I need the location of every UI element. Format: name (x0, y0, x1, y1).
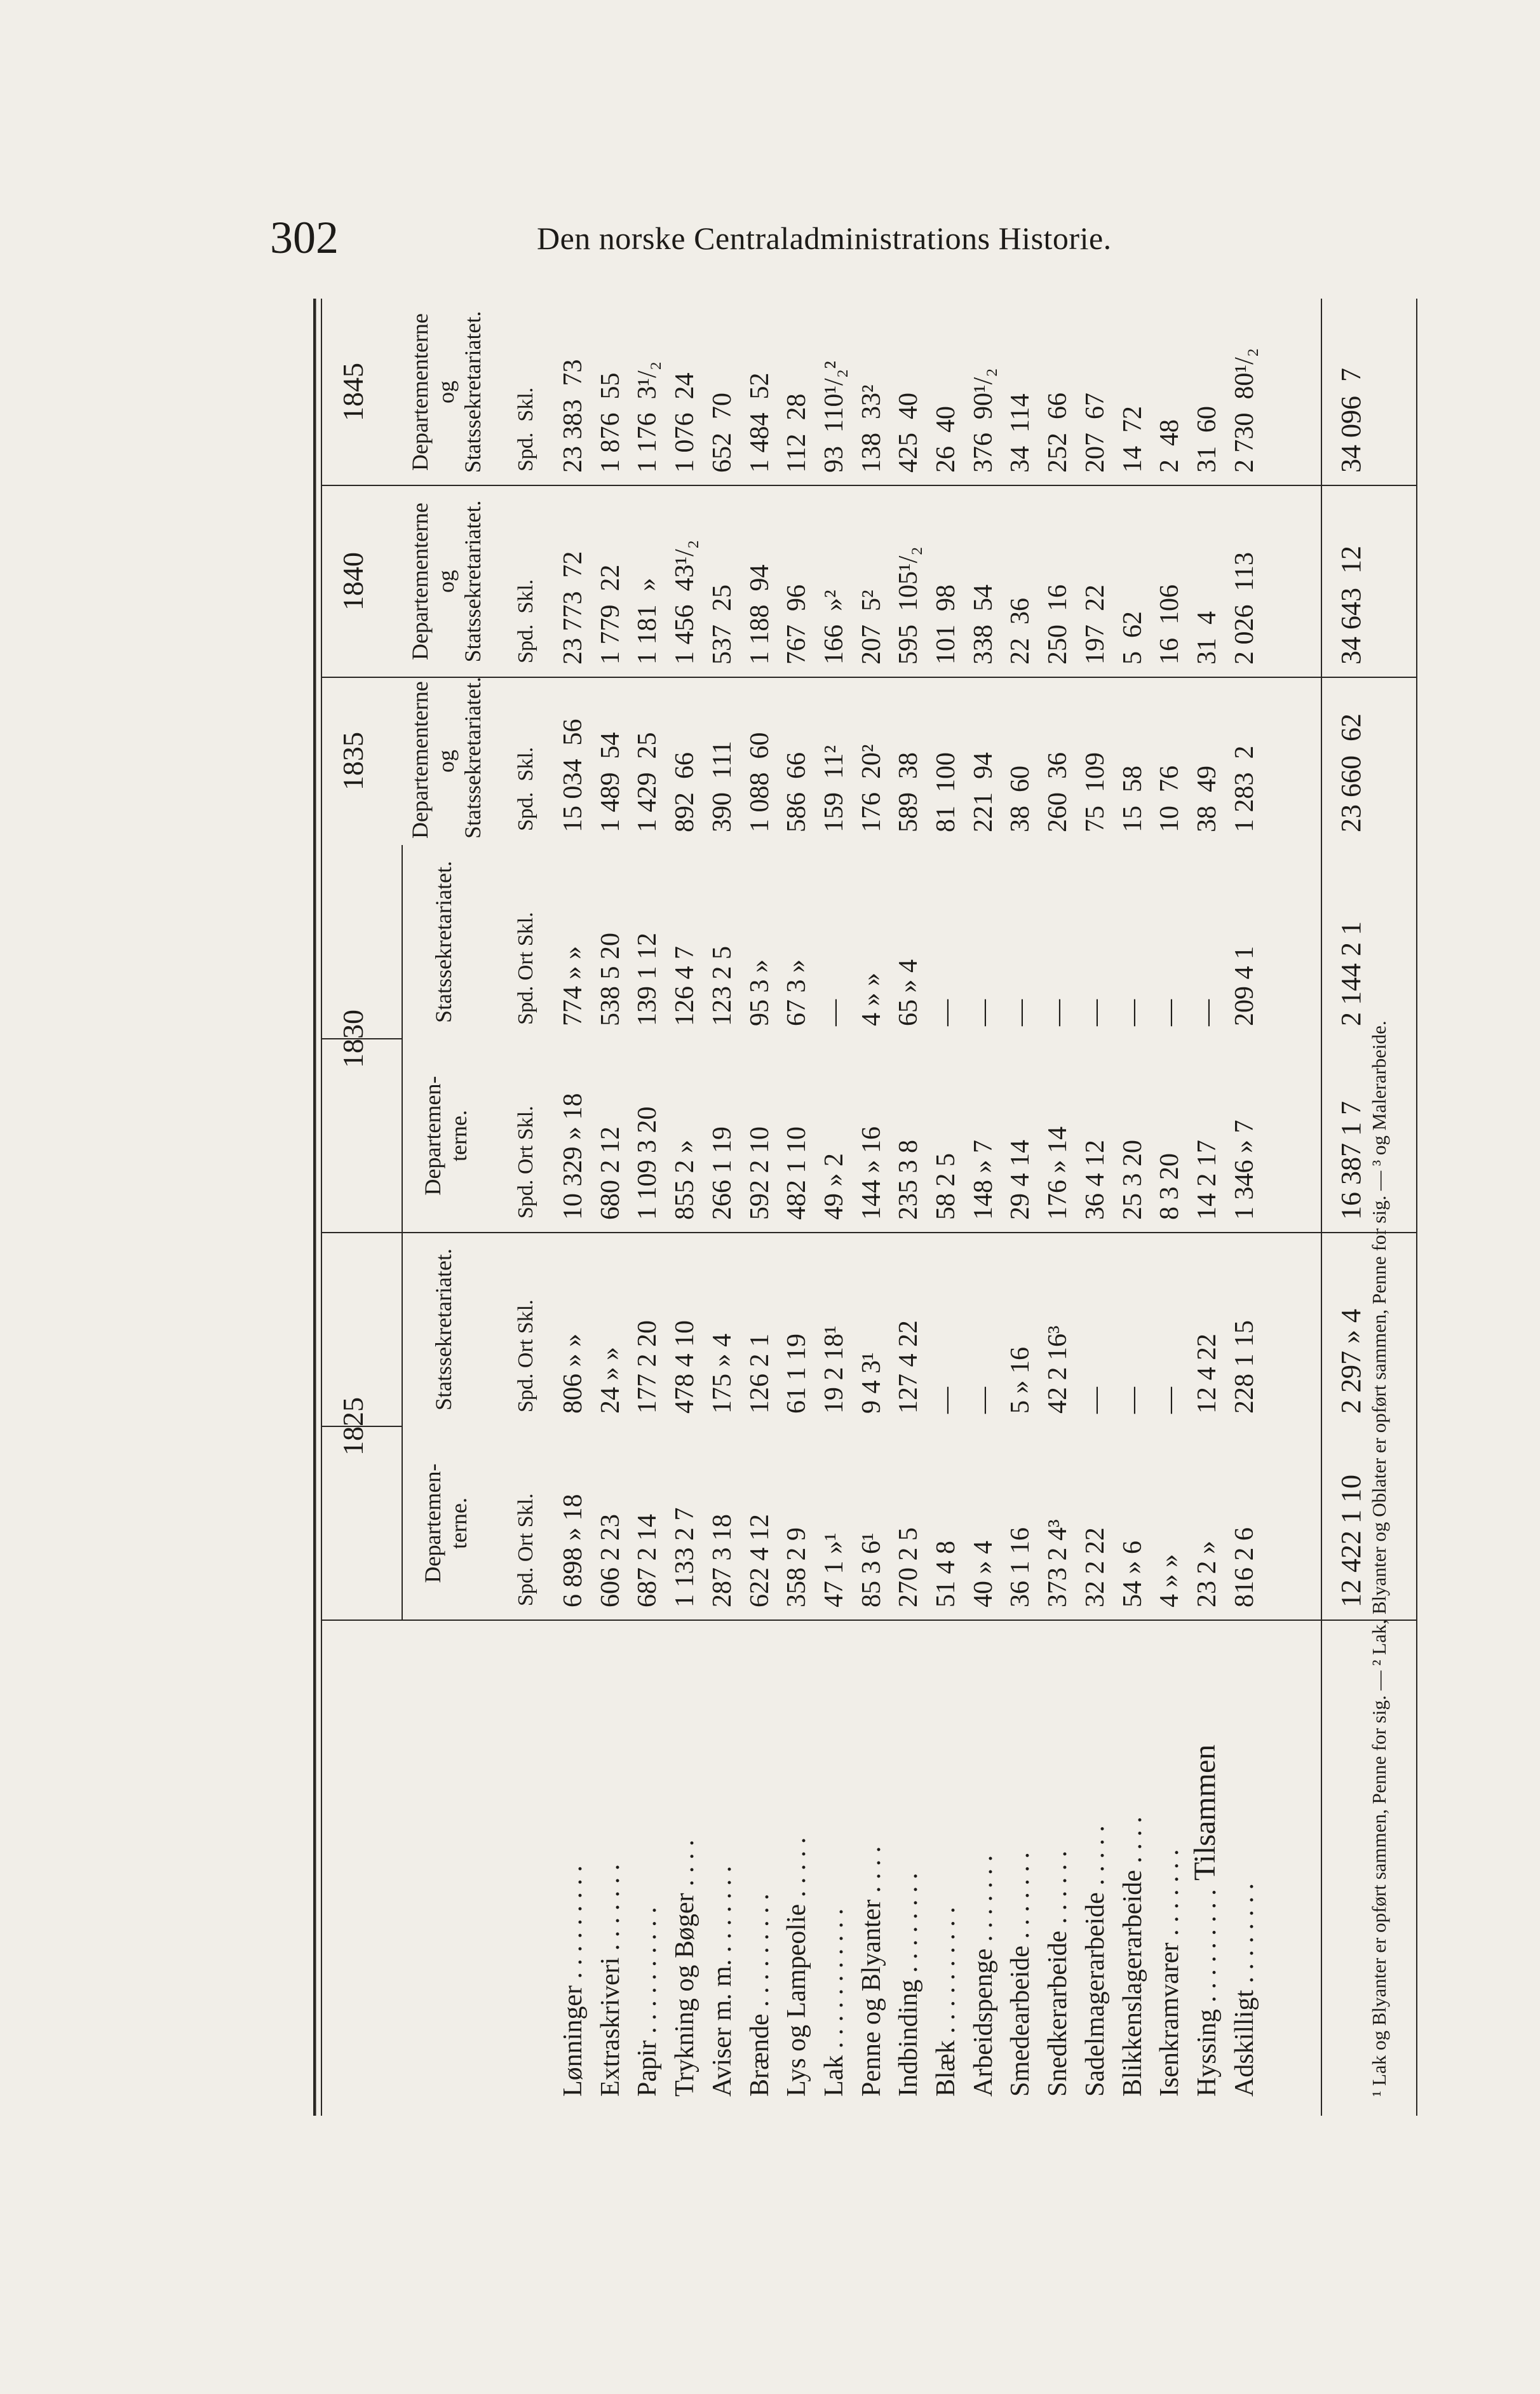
total-cell: 34 096 7 (1335, 368, 1367, 473)
table-cell: 1 456 43¹/₂ (670, 539, 699, 665)
rotated-expense-table (313, 299, 1419, 2116)
table-cell: 538 5 20 (596, 933, 625, 1026)
row-label: Blikkenslagerarbeide . . . . (1118, 1816, 1147, 2097)
table-cell: 175 » 4 (708, 1334, 737, 1414)
table-cell: 376 90¹/₂ (969, 368, 998, 473)
table-cell: 23 773 72 (558, 551, 588, 665)
year-header-1840: 1840 (337, 552, 369, 611)
table-cell: 26 40 (931, 406, 961, 473)
table-cell: — (1118, 999, 1147, 1026)
table-cell: 1 188 94 (745, 564, 774, 665)
row-label: Indbinding . . . . . . . . (894, 1872, 923, 2097)
table-cell: 221 94 (969, 752, 998, 832)
year-header-1835: 1835 (337, 732, 369, 790)
table-cell: 622 4 12 (745, 1514, 774, 1607)
table-cell: 123 2 5 (708, 946, 737, 1026)
table-cell: 687 2 14 (633, 1514, 662, 1607)
table-cell: 138 33² (857, 384, 886, 473)
running-head: Den norske Centraladministrations Historie. (537, 220, 1112, 256)
table-cell: 38 60 (1006, 766, 1035, 832)
table-cell: 112 28 (782, 393, 811, 473)
table-cell: 1 779 22 (596, 564, 625, 665)
total-cell: 16 387 1 7 (1335, 1101, 1367, 1220)
table-cell: 680 2 12 (596, 1126, 625, 1220)
column-unit-head: Spd. Ort Skl. (514, 1493, 537, 1606)
table-cell: 338 54 (969, 585, 998, 665)
year-header-1830: 1830 (337, 1010, 369, 1068)
total-cell: 23 660 62 (1335, 713, 1367, 832)
table-cell: 592 2 10 (745, 1126, 774, 1220)
column-unit-head: Spd. Ort Skl. (514, 1299, 537, 1412)
table-cell: 586 66 (782, 752, 811, 832)
table-cell: 139 1 12 (633, 933, 662, 1026)
table-cell: 1 133 2 7 (670, 1507, 699, 1607)
table-cell: 36 1 16 (1006, 1527, 1035, 1607)
table-cell: 358 2 9 (782, 1527, 811, 1607)
table-cell: 1 088 60 (745, 732, 774, 832)
table-cell: — (1006, 999, 1035, 1026)
table-cell: 652 70 (708, 393, 737, 473)
total-cell: 34 643 12 (1335, 546, 1367, 665)
table-cell: 1 181 » (633, 578, 662, 665)
table-cell: — (1043, 999, 1072, 1026)
row-label: Hyssing . . . . . . . . . (1192, 1889, 1222, 2097)
table-cell: 1 283 2 (1230, 745, 1259, 832)
row-label: Brænde . . . . . . . . . (745, 1893, 774, 2097)
table-cell: 166 »² (820, 590, 849, 665)
table-cell: 93 110¹/₂² (820, 361, 849, 473)
row-label: Aviser m. m. . . . . . . . (708, 1865, 737, 2097)
row-label: Lønninger . . . . . . . . . (558, 1865, 588, 2097)
table-cell: 31 60 (1192, 406, 1222, 473)
column-unit-head: Spd. Skl. (514, 747, 537, 831)
rotated-content (313, 299, 1419, 2116)
column-subheader: Statssekretariatet. (431, 1248, 456, 1410)
column-subheader: Statssekretariatet. (431, 861, 456, 1023)
table-cell: 252 66 (1043, 393, 1072, 473)
table-cell: 2 730 80¹/₂ (1230, 348, 1259, 473)
total-label: Tilsammen (1188, 1744, 1222, 1881)
table-cell: — (931, 1387, 961, 1414)
table-cell: 816 2 6 (1230, 1527, 1259, 1607)
column-unit-head: Spd. Skl. (514, 579, 537, 663)
table-cell: 58 2 5 (931, 1153, 961, 1220)
table-cell: 38 49 (1192, 766, 1222, 832)
column-unit-head: Spd. Skl. (514, 387, 537, 471)
table-cell: 260 36 (1043, 752, 1072, 832)
table-cell: 606 2 23 (596, 1514, 625, 1607)
column-unit-head: Spd. Ort Skl. (514, 1106, 537, 1219)
total-cell: 12 422 1 10 (1335, 1475, 1367, 1607)
table-cell: 207 67 (1081, 393, 1110, 473)
table-cell: 34 114 (1006, 393, 1035, 473)
table-cell: 209 4 1 (1230, 946, 1259, 1026)
row-label: Penne og Blyanter . . . . (857, 1846, 886, 2097)
row-label: Blæk . . . . . . . . . . (931, 1907, 961, 2097)
table-cell: 537 25 (708, 585, 737, 665)
table-cell: 207 5² (857, 590, 886, 665)
column-subheader: Departemen-terne. (420, 1463, 472, 1583)
year-header-1845: 1845 (337, 363, 369, 421)
table-cell: 101 98 (931, 585, 961, 665)
table-cell: 81 100 (931, 752, 961, 832)
table-cell: 1 346 » 7 (1230, 1119, 1259, 1220)
table-cell: 235 3 8 (894, 1140, 923, 1220)
table-cell: 1 109 3 20 (633, 1106, 662, 1220)
table-cell: 6 898 » 18 (558, 1494, 588, 1607)
table-cell: 65 » 4 (894, 959, 923, 1026)
table-cell: 67 3 » (782, 959, 811, 1026)
table-cell: 126 4 7 (670, 946, 699, 1026)
column-subheader: Departementerne og Statssekretariatet. (407, 311, 485, 473)
table-cell: 478 4 10 (670, 1320, 699, 1414)
table-cell: 61 1 19 (782, 1334, 811, 1414)
table-cell: 373 2 4³ (1043, 1519, 1072, 1607)
table-cell: — (969, 1387, 998, 1414)
table-cell: 16 106 (1155, 585, 1184, 665)
table-cell: 4 » » (857, 973, 886, 1026)
column-unit-head: Spd. Ort Skl. (514, 912, 537, 1025)
table-cell: 4 » » (1155, 1554, 1184, 1607)
table-cell: 390 111 (708, 741, 737, 832)
table-cell: 9 4 3¹ (857, 1352, 886, 1414)
table-cell: 10 329 » 18 (558, 1093, 588, 1220)
row-label: Extraskriveri . . . . . . . (596, 1863, 625, 2097)
row-label: Papir . . . . . . . . . . (633, 1907, 662, 2097)
table-cell: 1 876 55 (596, 372, 625, 473)
table-cell: 287 3 18 (708, 1514, 737, 1607)
table-cell: 1 484 52 (745, 372, 774, 473)
table-cell: 595 105¹/₂ (894, 546, 923, 665)
table-cell: 148 » 7 (969, 1140, 998, 1220)
table-cell: 23 2 » (1192, 1541, 1222, 1607)
table-cell: 589 38 (894, 752, 923, 832)
table-cell: 127 4 22 (894, 1320, 923, 1414)
table-cell: — (931, 999, 961, 1026)
table-cell: 31 4 (1192, 611, 1222, 665)
table-cell: 85 3 6¹ (857, 1532, 886, 1607)
table-cell: 425 40 (894, 393, 923, 473)
table-cell: 14 2 17 (1192, 1140, 1222, 1220)
table-cell: 266 1 19 (708, 1126, 737, 1220)
table-cell: 1 176 3¹/₂ (633, 361, 662, 473)
table-cell: 197 22 (1081, 585, 1110, 665)
table-cell: 806 » » (558, 1334, 588, 1414)
table-cell: 10 76 (1155, 766, 1184, 832)
table-cell: 270 2 5 (894, 1527, 923, 1607)
column-subheader: Departementerne og Statssekretariatet. (407, 677, 485, 839)
table-cell: 32 2 22 (1081, 1527, 1110, 1607)
table-cell: 177 2 20 (633, 1320, 662, 1414)
table-cell: 250 16 (1043, 585, 1072, 665)
table-cell: 176 20² (857, 744, 886, 832)
table-cell: 5 62 (1118, 611, 1147, 665)
row-label: Adskilligt . . . . . . . . (1230, 1883, 1259, 2097)
column-subheader: Departementerne og Statssekretariatet. (407, 500, 485, 663)
row-label: Trykning og Bøger . . . . (670, 1839, 699, 2097)
table-cell: 2 48 (1155, 419, 1184, 473)
table-cell: 15 58 (1118, 766, 1147, 832)
table-cell: — (1155, 999, 1184, 1026)
table-cell: 29 4 14 (1006, 1140, 1035, 1220)
total-cell: 2 297 » 4 (1335, 1309, 1367, 1414)
table-cell: 482 1 10 (782, 1126, 811, 1220)
table-cell: 159 11² (820, 745, 849, 832)
table-cell: 228 1 15 (1230, 1320, 1259, 1414)
table-cell: 14 72 (1118, 406, 1147, 473)
table-cell: 8 3 20 (1155, 1153, 1184, 1220)
table-cell: 51 4 8 (931, 1541, 961, 1607)
footnote: ¹ Lak og Blyanter er opført sammen, Penne for sig. — ² Lak, Blyanter og Oblater er opført sammen, Penne for sig. — ³ og Malerarbeide. (1368, 1020, 1390, 2097)
table-cell: 24 » » (596, 1347, 625, 1414)
table-cell: 144 » 16 (857, 1126, 886, 1220)
table-cell: 25 3 20 (1118, 1140, 1147, 1220)
total-cell: 2 144 2 1 (1335, 921, 1367, 1026)
table-cell: 42 2 16³ (1043, 1325, 1072, 1414)
table-cell: — (1192, 999, 1222, 1026)
table-cell: 5 » 16 (1006, 1347, 1035, 1414)
row-label: Arbeidspenge . . . . . . . (969, 1855, 998, 2097)
year-header-1825: 1825 (337, 1397, 369, 1456)
table-cell: 1 429 25 (633, 732, 662, 832)
table-cell: 75 109 (1081, 752, 1110, 832)
row-label: Lak . . . . . . . . . . . (820, 1908, 849, 2097)
table-cell: 12 4 22 (1192, 1334, 1222, 1414)
table-cell: — (820, 999, 849, 1026)
table-cell: — (969, 999, 998, 1026)
table-cell: — (1081, 1387, 1110, 1414)
row-label: Snedkerarbeide . . . . . . (1043, 1850, 1072, 2097)
table-cell: 15 034 56 (558, 719, 588, 832)
table-cell: 49 » 2 (820, 1153, 849, 1220)
page-number: 302 (270, 212, 339, 263)
table-cell: 774 » » (558, 946, 588, 1026)
table-cell: 54 » 6 (1118, 1541, 1147, 1607)
table-cell: — (1155, 1387, 1184, 1414)
row-label: Smedearbeide . . . . . . . (1006, 1852, 1035, 2097)
table-cell: — (1118, 1387, 1147, 1414)
column-subheader: Departemen-terne. (420, 1076, 472, 1196)
table-cell: 126 2 1 (745, 1334, 774, 1414)
table-cell: 892 66 (670, 752, 699, 832)
table-cell: 2 026 113 (1230, 552, 1259, 665)
row-label: Lys og Lampeolie . . . . . (782, 1837, 811, 2097)
table-cell: 40 » 4 (969, 1541, 998, 1607)
table-cell: 47 1 »¹ (820, 1532, 849, 1607)
table-cell: 22 36 (1006, 598, 1035, 665)
row-label: Isenkramvarer . . . . . . . (1155, 1849, 1184, 2097)
row-label: Sadelmagerarbeide . . . . . (1081, 1825, 1110, 2097)
table-cell: 855 2 » (670, 1140, 699, 1220)
table-cell: 36 4 12 (1081, 1140, 1110, 1220)
table-cell: 23 383 73 (558, 359, 588, 473)
table-cell: 95 3 » (745, 959, 774, 1026)
table-cell: 1 489 54 (596, 732, 625, 832)
table-cell: 767 96 (782, 585, 811, 665)
table-cell: — (1081, 999, 1110, 1026)
table-cell: 19 2 18¹ (820, 1325, 849, 1414)
table-cell: 176 » 14 (1043, 1126, 1072, 1220)
table-cell: 1 076 24 (670, 372, 699, 473)
